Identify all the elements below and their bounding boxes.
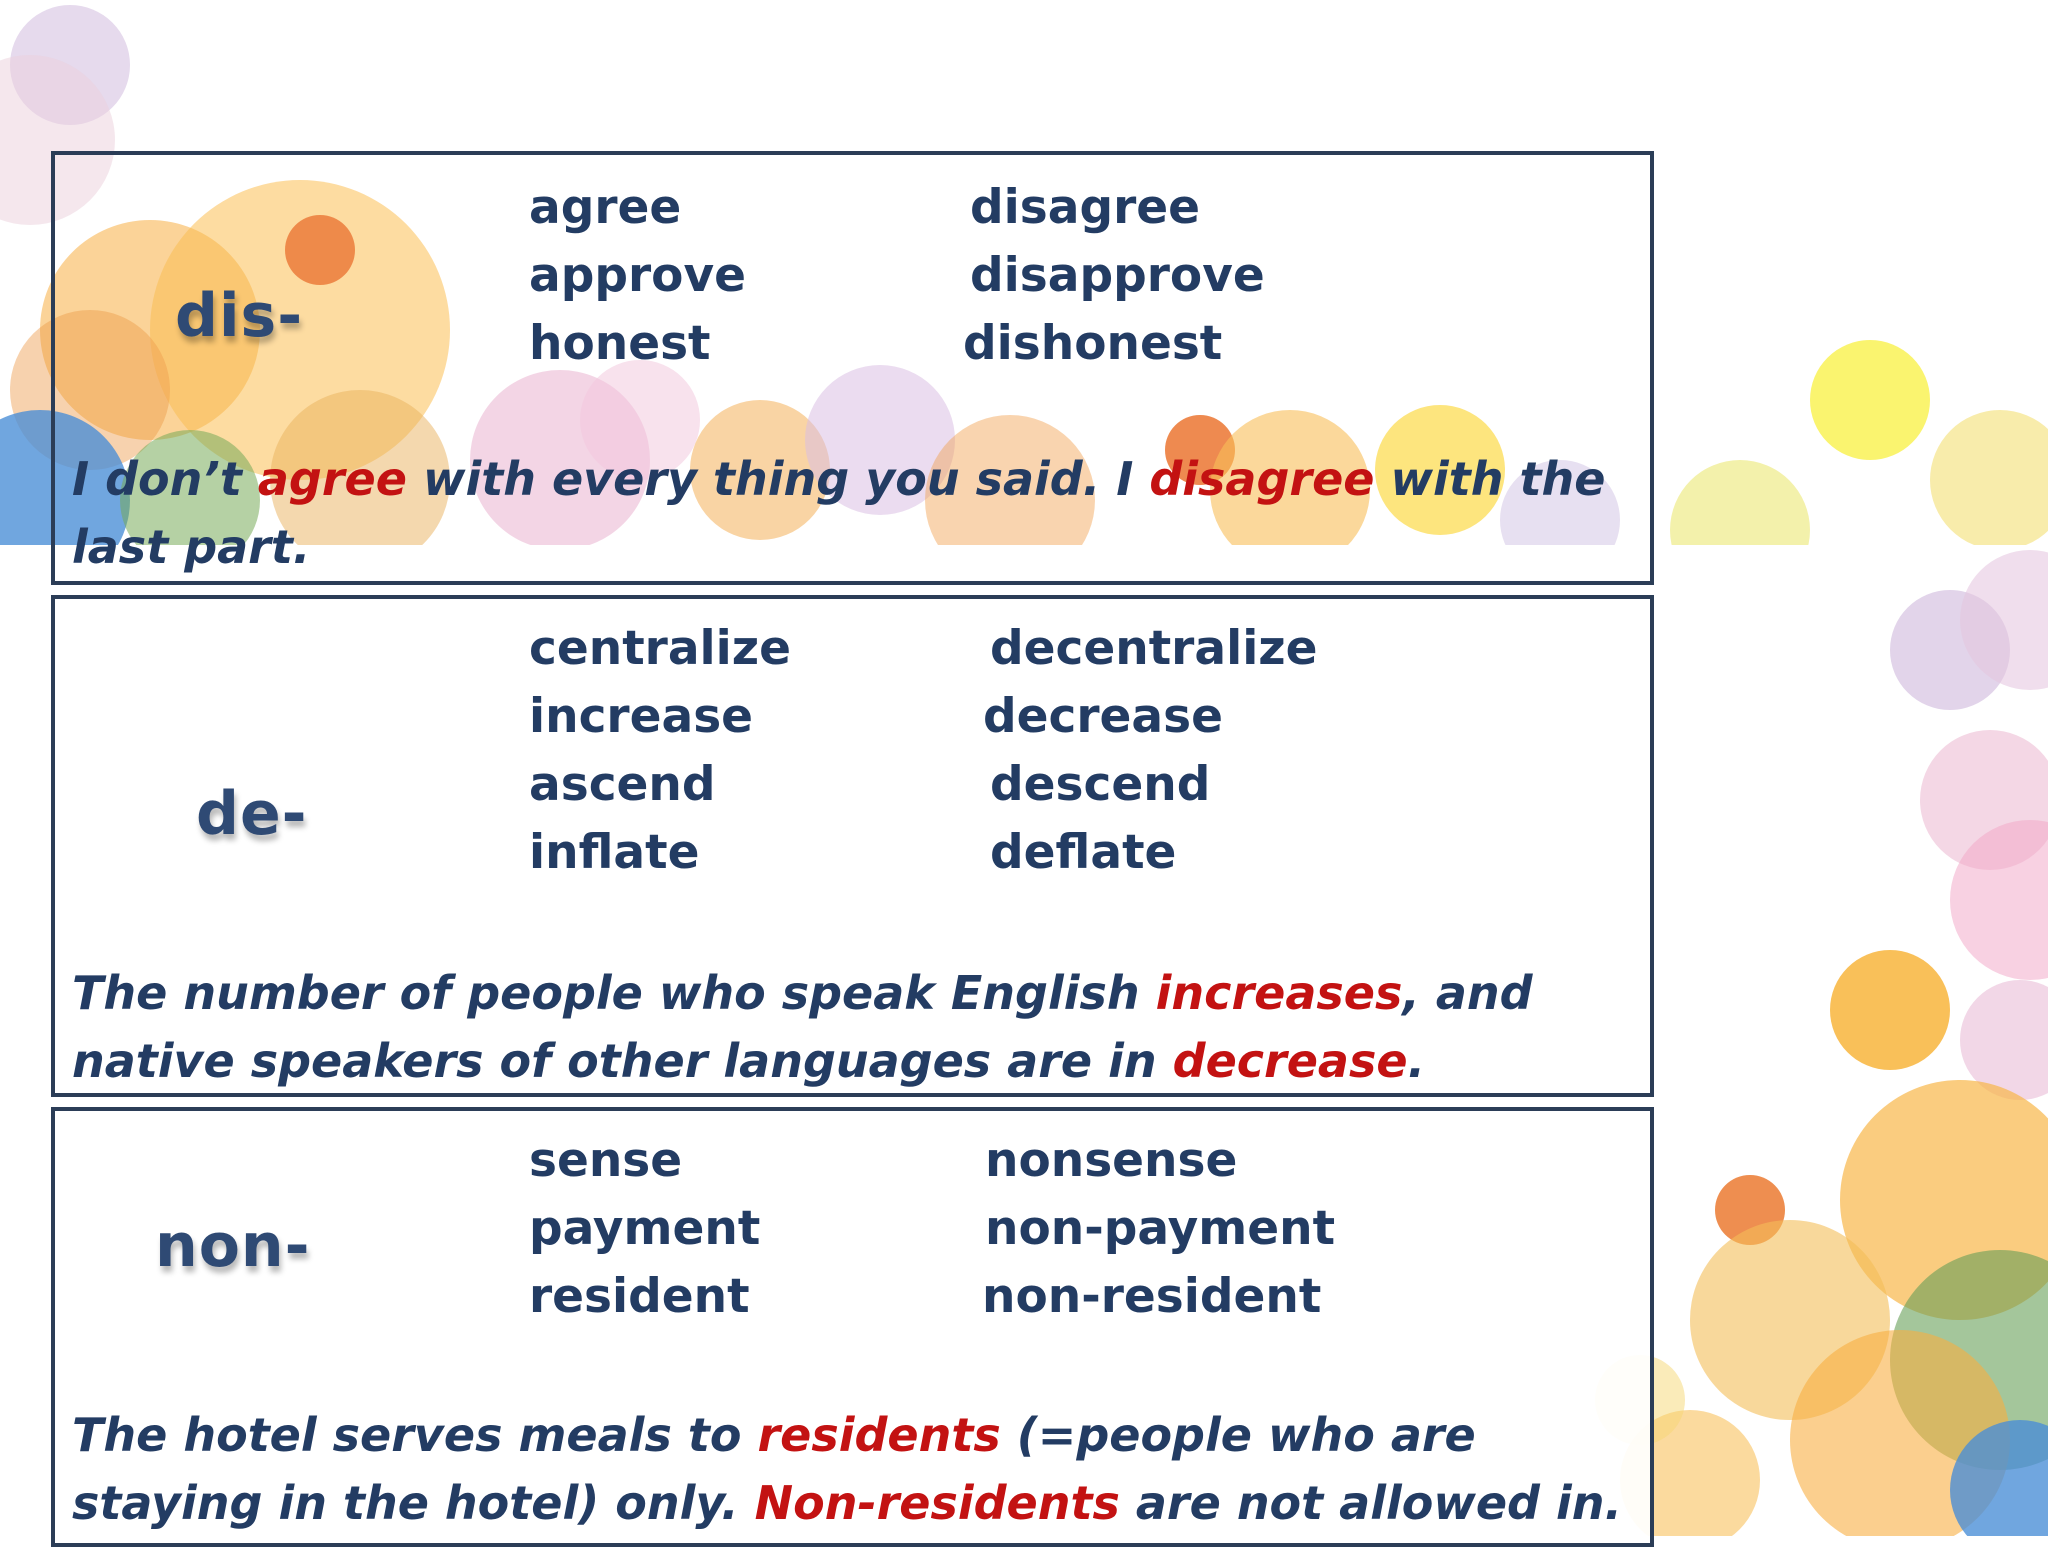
sentence-text: are not allowed in.	[1119, 1476, 1622, 1530]
example-sentence	[72, 1401, 1632, 1537]
sentence-text: The hotel serves meals to	[72, 1408, 758, 1462]
base-word: honest	[529, 316, 711, 371]
prefix-label: non-	[155, 1211, 311, 1281]
base-word: resident	[529, 1269, 750, 1324]
highlighted-word: residents	[757, 1408, 1001, 1462]
derived-word: descend	[990, 757, 1211, 812]
derived-word: non-payment	[985, 1201, 1336, 1256]
prefix-panel-non	[51, 1107, 1654, 1547]
example-sentence	[72, 445, 1632, 581]
derived-word: nonsense	[985, 1133, 1238, 1188]
highlighted-word: disagree	[1149, 452, 1375, 506]
sentence-text: The number of people who speak English	[72, 966, 1156, 1020]
derived-word: decrease	[983, 689, 1224, 744]
example-sentence	[72, 959, 1632, 1095]
highlighted-word: agree	[257, 452, 407, 506]
prefix-label: de-	[196, 779, 308, 849]
base-word: payment	[529, 1201, 761, 1256]
prefix-label: dis-	[175, 281, 304, 351]
base-word: increase	[529, 689, 754, 744]
sentence-text: I don’t	[72, 452, 258, 506]
highlighted-word: decrease	[1172, 1034, 1408, 1088]
highlighted-word: increases	[1155, 966, 1403, 1020]
derived-word: non-resident	[982, 1269, 1322, 1324]
base-word: approve	[529, 248, 746, 303]
derived-word: deflate	[990, 825, 1177, 880]
sentence-text: .	[1407, 1034, 1426, 1088]
base-word: ascend	[529, 757, 716, 812]
prefix-panel-dis	[51, 151, 1654, 585]
derived-word: decentralize	[990, 621, 1318, 676]
derived-word: disapprove	[970, 248, 1265, 303]
sentence-text: , and native speakers of other languages are in	[72, 966, 1533, 1088]
derived-word: disagree	[970, 180, 1201, 235]
highlighted-word: Non-residents	[754, 1476, 1120, 1530]
sentence-text: with every thing you said. I	[406, 452, 1150, 506]
sentence-text: with the last part.	[72, 452, 1606, 574]
prefix-panel-de	[51, 595, 1654, 1097]
base-word: sense	[529, 1133, 683, 1188]
base-word: agree	[529, 180, 682, 235]
base-word: inflate	[529, 825, 700, 880]
sentence-text: (=people who are staying in the hotel) only.	[72, 1408, 1476, 1530]
derived-word: dishonest	[963, 316, 1223, 371]
base-word: centralize	[529, 621, 792, 676]
